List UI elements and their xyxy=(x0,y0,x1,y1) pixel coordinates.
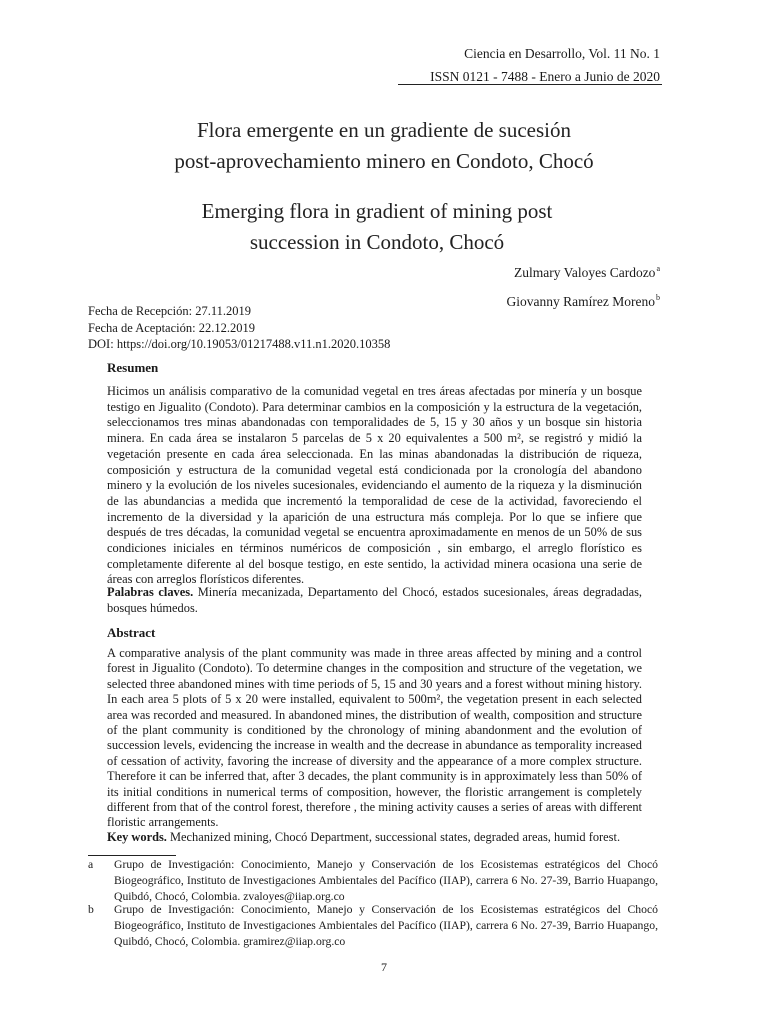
title-english-line-2: succession in Condoto, Chocó xyxy=(249,230,505,254)
issn-line: ISSN 0121 - 7488 - Enero a Junio de 2020 xyxy=(430,69,660,84)
abstract-body: A comparative analysis of the plant community was made in three areas affected by mining and a control forest in Jigualito (Condoto). To determine changes in the composition and structure of the vegetation, we selected three abandoned mines with time periods of 5, 15 and 30 years and a forest without mining history. In each area 5 plots of 5 x 20 were installed, equivalent to 500m², the vegetation present in each selected area was recorded and measured. In abandoned mines, the distribution of wealth, composition and structure of the plant community is conditioned by the chronology of mining abandonment and the evolution of succession levels, evidencing the increase in wealth and the decrease in abundance as temporality increased of cessation of activity, favoring the increase of diversity and the appearance of a more complex structure. Therefore it can be inferred that, after 3 decades, the plant community is in approximately less than 50% of its initial conditions in numerical terms of composition, however, the floristic arrangement is completely different from that of the control forest, therefore , the mining activity causes a series of areas with different floristic arrangements. xyxy=(107,646,642,830)
title-english-line-1: Emerging flora in gradient of mining post xyxy=(201,199,553,223)
keywords-english-text: Mechanized mining, Chocó Department, successional states, degraded areas, humid forest. xyxy=(166,830,621,844)
author-name: Zulmary Valoyes Cardozo xyxy=(513,265,656,280)
author xyxy=(507,285,660,314)
article-dates xyxy=(88,303,390,353)
keywords-spanish xyxy=(107,585,642,616)
title-english xyxy=(0,196,761,258)
author-list xyxy=(507,256,660,314)
title-spanish-line-1: Flora emergente en un gradiente de sucesión xyxy=(197,118,571,142)
resumen-heading: Resumen xyxy=(107,360,159,375)
footnote-mark: b xyxy=(88,903,94,916)
page-number: 7 xyxy=(381,960,387,974)
affiliation-mark: b xyxy=(656,293,660,302)
accepted-date: Fecha de Aceptación: 22.12.2019 xyxy=(88,320,255,335)
keywords-spanish-label: Palabras claves. xyxy=(107,585,194,599)
footnote-rule xyxy=(88,855,176,856)
keywords-english-label: Key words. xyxy=(107,830,167,844)
doi-link[interactable]: DOI: https://doi.org/10.19053/01217488.v11.n1.2020.10358 xyxy=(88,337,391,351)
received-date: Fecha de Recepción: 27.11.2019 xyxy=(88,304,252,318)
keywords-spanish-text: Minería mecanizada, Departamento del Chocó, estados sucesionales, áreas degradadas, bosques húmedos. xyxy=(107,585,642,615)
author xyxy=(507,256,660,285)
affiliation-mark: a xyxy=(656,264,660,273)
abstract-heading: Abstract xyxy=(107,625,156,640)
journal-name: Ciencia en Desarrollo, Vol. 11 No. 1 xyxy=(464,46,660,61)
title-spanish-line-2: post-aprovechamiento minero en Condoto, Chocó xyxy=(174,149,594,173)
footnote-text: Grupo de Investigación: Conocimiento, Manejo y Conservación de los Ecosistemas estratégicos del Chocó Biogeográfico, Instituto de Investigaciones Ambientales del Pacífico (IIAP), carrera 6 No. 27-39, Barrio Huapango, Quibdó, Chocó, Colombia. zvaloyes@iiap.org.co xyxy=(114,858,658,903)
title-spanish xyxy=(0,115,768,177)
footnote-text: Grupo de Investigación: Conocimiento, Manejo y Conservación de los Ecosistemas estratégicos del Chocó Biogeográfico, Instituto de Investigaciones Ambientales del Pacífico (IIAP), carrera 6 No. 27-39, Barrio Huapango, Quibdó, Chocó, Colombia. gramirez@iiap.org.co xyxy=(114,903,658,948)
running-head xyxy=(430,42,660,88)
resumen-body: Hicimos un análisis comparativo de la comunidad vegetal en tres áreas afectadas por minería y un bosque testigo en Jigualito (Condoto). Para determinar cambios en la composición y la estructura de la vegetación, seleccionamos tres minas abandonadas con temporalidades de 5, 15 y 30 años y un bosque sin historia minera. En cada área se instalaron 5 parcelas de 5 x 20 equivalentes a 500 m², se registró y midió la vegetación presente en cada área seleccionada. En las minas abandonadas la distribución de riqueza, composición y estructura de la comunidad vegetal está condicionada por la cronología del abandono minero y la evolución de los niveles sucesionales, evidenciando el aumento de la riqueza y la disminución de las abundancias a medida que incrementó la temporalidad de cese de la actividad, favoreciendo el incremento de la diversidad y la aparición de una estructura más compleja. Por lo que se infiere que después de tres décadas, la comunidad vegetal se encuentra aproximadamente en menos de un 50% de sus condiciones iniciales en términos numéricos de composición , sin embargo, el arreglo florístico es completamente diferente al del bosque testigo, en este sentido, la actividad minera ocasiona una serie de áreas con arreglos florísticos diferentes. xyxy=(107,384,642,587)
keywords-english xyxy=(107,830,642,846)
header-rule xyxy=(398,84,662,85)
author-name: Giovanny Ramírez Moreno xyxy=(506,294,655,309)
footnote-mark: a xyxy=(88,858,94,871)
